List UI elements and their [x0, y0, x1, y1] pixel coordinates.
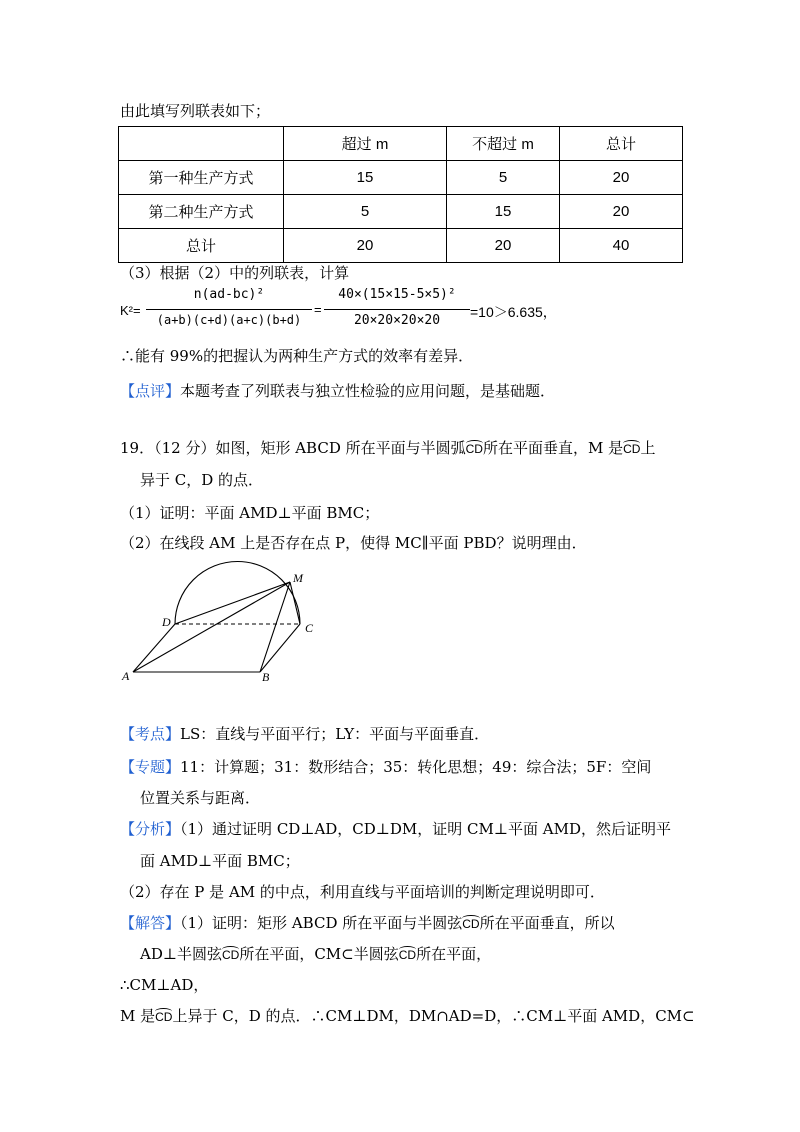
label-m: M: [293, 571, 303, 585]
jieda-text: （1）证明：矩形 ABCD 所在平面与半圆弦: [180, 914, 463, 932]
conclusion-text: ∴能有 99%的把握认为两种生产方式的效率有差异．: [120, 347, 474, 365]
jieda-line2: [140, 943, 491, 964]
table-row: [119, 229, 683, 263]
table-row: [119, 195, 683, 229]
table-cell: 5: [284, 195, 447, 229]
q19-text: 上: [640, 439, 656, 457]
jieda-line3: ∴CM⊥AD，: [120, 976, 209, 994]
fenxi-tag: 【分析】: [120, 820, 181, 838]
part3-text: （3）根据（2）中的列联表，计算: [120, 264, 350, 282]
intro-text: 由此填写列联表如下；: [120, 102, 271, 120]
arc-cd: CD: [155, 1010, 173, 1024]
jieda-line1: [120, 912, 615, 933]
segment-ad: [133, 624, 175, 672]
jieda-line4: [120, 1005, 695, 1026]
label-a: A: [122, 669, 130, 683]
formula-numerator-2: 40×(15×15-5×5)²: [338, 287, 456, 302]
fenxi-line3: （2）存在 P 是 AM 的中点，利用直线与平面培训的判断定理说明即可．: [120, 883, 605, 901]
arc-cd: CD: [462, 917, 480, 931]
semicircle-arc: [175, 562, 300, 625]
segment-bc: [260, 624, 300, 672]
jieda-text: 所在平面垂直，所以: [479, 914, 615, 932]
table-cell: 20: [560, 195, 683, 229]
label-d: D: [162, 615, 171, 629]
comment-line: [120, 380, 555, 401]
segment-dm: [175, 582, 290, 624]
label-c: C: [305, 621, 314, 635]
comment-text: 本题考查了列联表与独立性检验的应用问题，是基础题．: [180, 382, 556, 400]
jieda-text: 所在平面，CM⊂半圆弦: [239, 945, 399, 963]
fraction-bar: [324, 309, 470, 310]
jieda-text: M 是: [120, 1007, 156, 1025]
table-header-cell: 不超过 m: [447, 127, 560, 161]
jieda-text: AD⊥半圆弦: [140, 945, 222, 963]
table-cell: 40: [560, 229, 683, 263]
q19-sub2: （2）在线段 AM 上是否存在点 P，使得 MC∥平面 PBD？说明理由．: [120, 534, 587, 552]
formula-numerator-1: n(ad-bc)²: [193, 287, 265, 302]
kaodian-text: LS：直线与平面平行；LY：平面与平面垂直．: [180, 725, 490, 743]
table-cell: 15: [447, 195, 560, 229]
segment-am: [133, 582, 290, 672]
table-header-cell: 总计: [560, 127, 683, 161]
q19-text: 所在平面垂直，M 是: [482, 439, 624, 457]
table-header-row: [119, 127, 683, 161]
comment-tag: 【点评】: [120, 382, 181, 400]
contingency-table: [118, 126, 683, 263]
table-cell: 第二种生产方式: [119, 195, 284, 229]
segment-bm: [260, 582, 290, 672]
formula-equals: =: [314, 302, 322, 317]
table-header-cell: 超过 m: [284, 127, 447, 161]
table-row: [119, 161, 683, 195]
q19-sub1: （1）证明：平面 AMD⊥平面 BMC；: [120, 504, 380, 522]
zhuanti-text: 11：计算题；31：数形结合；35：转化思想；49：综合法；5F：空间: [180, 758, 652, 776]
formula-lhs: K²=: [120, 303, 141, 318]
arc-cd: CD: [398, 948, 417, 962]
jieda-tag: 【解答】: [120, 914, 181, 932]
zhuanti-tag: 【专题】: [120, 758, 181, 776]
table-header-cell: [119, 127, 284, 161]
kaodian-line: [120, 723, 489, 744]
formula-denominator-2: 20×20×20×20: [353, 313, 441, 328]
jieda-text: 所在平面，: [416, 945, 492, 963]
q19-text: 19．（12 分）如图，矩形 ABCD 所在平面与半圆弧: [120, 439, 466, 457]
q19-line1: [120, 437, 655, 458]
table-cell: 第一种生产方式: [119, 161, 284, 195]
kaodian-tag: 【考点】: [120, 725, 181, 743]
label-b: B: [262, 670, 270, 684]
table-cell: 总计: [119, 229, 284, 263]
table-cell: 20: [560, 161, 683, 195]
zhuanti-line: [120, 756, 651, 777]
table-cell: 20: [447, 229, 560, 263]
zhuanti-line2: 位置关系与距离．: [140, 789, 261, 807]
geometry-figure: [118, 560, 328, 690]
formula-result: =10＞6.635，: [470, 304, 557, 320]
fraction-bar: [146, 309, 312, 310]
formula-denominator-1: (a+b)(c+d)(a+c)(b+d): [156, 313, 302, 327]
fenxi-text: （1）通过证明 CD⊥AD，CD⊥DM，证明 CM⊥平面 AMD，然后证明平: [180, 820, 671, 838]
fenxi-line2: 面 AMD⊥平面 BMC；: [140, 852, 300, 870]
table-cell: 20: [284, 229, 447, 263]
arc-cd: CD: [623, 442, 641, 456]
arc-cd: CD: [465, 442, 483, 456]
segment-mc: [290, 582, 300, 624]
table-cell: 15: [284, 161, 447, 195]
table-cell: 5: [447, 161, 560, 195]
q19-line2: 异于 C，D 的点．: [140, 471, 264, 489]
jieda-text: 上异于 C，D 的点．∴CM⊥DM，DM∩AD=D，∴CM⊥平面 AMD，CM⊂: [172, 1007, 695, 1025]
arc-cd: CD: [221, 948, 240, 962]
fenxi-line: [120, 818, 671, 839]
